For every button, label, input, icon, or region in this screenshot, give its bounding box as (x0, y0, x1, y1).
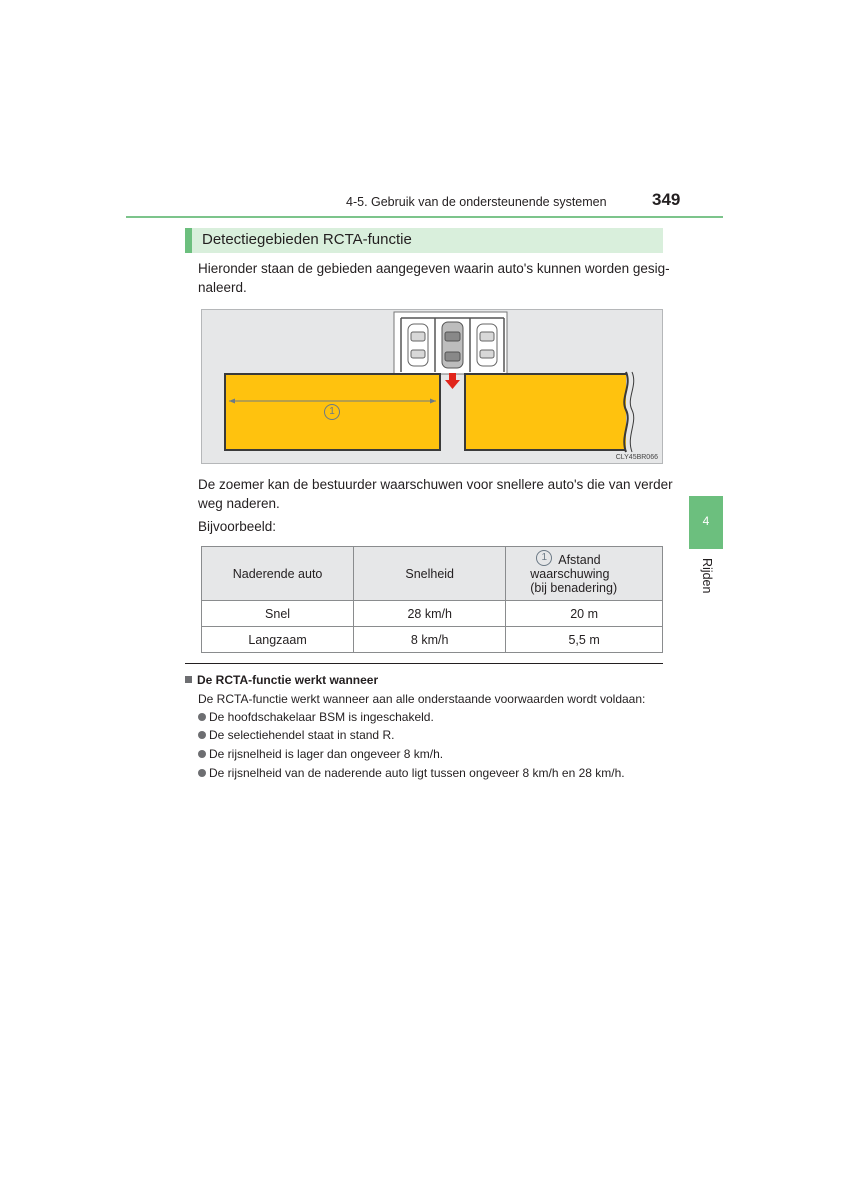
conditions-title: De RCTA-functie werkt wanneer (197, 673, 379, 687)
bullet-icon (198, 750, 206, 758)
image-code: CLY45BR066 (615, 454, 658, 461)
header-approaching-car: Naderende auto (202, 547, 354, 601)
intro-line-1: Hieronder staan de gebieden aangegeven waarin auto's kunnen worden gesig- (198, 261, 670, 276)
cell-distance: 20 m (506, 601, 663, 627)
chapter-tab (689, 496, 723, 549)
header-distance-line-3: (bij benadering) (530, 580, 618, 595)
cell-distance: 5,5 m (506, 627, 663, 653)
chapter-number: 4 (702, 514, 710, 528)
bullet-icon (198, 769, 206, 777)
conditions-heading (185, 673, 378, 687)
chapter-label: Rijden (700, 558, 714, 594)
table-row (202, 601, 663, 627)
header-rule (126, 216, 723, 218)
list-item: De rijsnelheid is lager dan ongeveer 8 km/h. (198, 745, 443, 763)
table-row (202, 627, 663, 653)
intro-line-2: naleerd. (198, 280, 247, 295)
header-warning-distance (506, 547, 663, 601)
section-divider (185, 663, 663, 664)
bullet-icon (198, 713, 206, 721)
intro-paragraph (198, 259, 670, 297)
cell-speed: 8 km/h (354, 627, 506, 653)
conditions-intro: De RCTA-functie werkt wanneer aan alle onderstaande voorwaarden wordt voldaan: (198, 692, 646, 706)
detection-area-diagram (201, 309, 663, 464)
cell-speed: 28 km/h (354, 601, 506, 627)
warning-line-1: De zoemer kan de bestuurder waarschuwen voor snellere auto's die van verder (198, 477, 673, 492)
header-distance-line-1: Afstand (558, 552, 601, 567)
list-item: De rijsnelheid van de naderende auto ligt tussen ongeveer 8 km/h en 28 km/h. (198, 764, 625, 782)
header-distance-line-2: waarschuwing (530, 566, 610, 581)
example-table (201, 546, 663, 653)
list-item: De selectiehendel staat in stand R. (198, 726, 394, 744)
header-callout: 1 (536, 550, 552, 566)
zone-annotations (202, 310, 662, 463)
section-title: Detectiegebieden RCTA-functie (202, 231, 412, 248)
header-section-title: 4-5. Gebruik van de ondersteunende systemen (346, 195, 607, 209)
example-label: Bijvoorbeeld: (198, 519, 277, 534)
cell-auto: Langzaam (202, 627, 354, 653)
warning-paragraph (198, 475, 673, 513)
zone-callout: 1 (324, 404, 340, 420)
list-item: De hoofdschakelaar BSM is ingeschakeld. (198, 708, 434, 726)
header-speed: Snelheid (354, 547, 506, 601)
cell-auto: Snel (202, 601, 354, 627)
table-header-row (202, 547, 663, 601)
bullet-icon (198, 731, 206, 739)
page-number: 349 (652, 190, 681, 209)
square-bullet-icon (185, 676, 192, 683)
warning-line-2: weg naderen. (198, 496, 280, 511)
section-heading-bar (185, 228, 663, 253)
